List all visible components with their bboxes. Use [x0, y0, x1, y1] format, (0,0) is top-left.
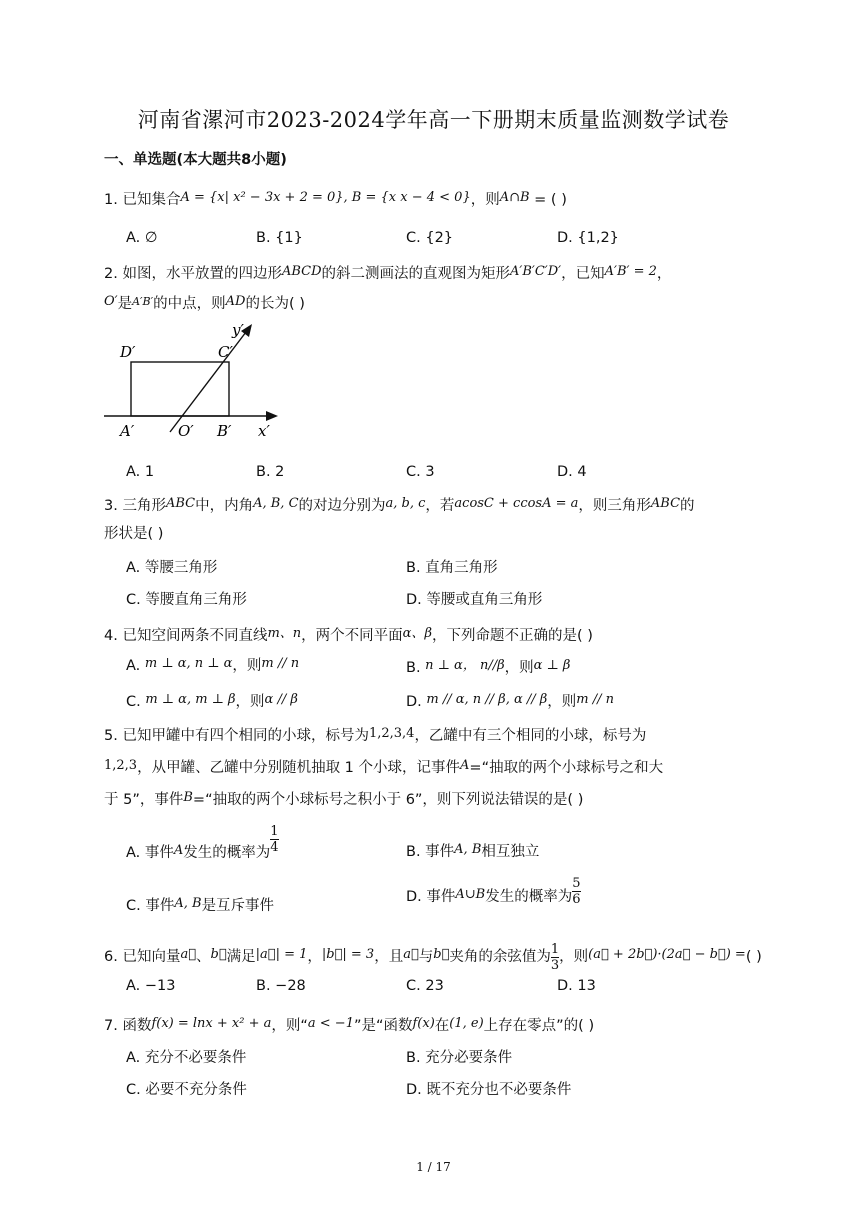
q6-option-b: B. −28: [256, 978, 306, 994]
label-b: B′: [217, 422, 232, 440]
question-2: 2. 如图，水平放置的四边形ABCD的斜二测画法的直观图为矩形A′B′C′D′，已知A′B′ = 2，: [104, 264, 672, 282]
q5-option-d: D. 事件A∪B发生的概率为 $\frac{5}{6}$: [406, 876, 581, 907]
q4-option-c: C. m ⊥ α, m ⊥ β，则α // β: [126, 692, 298, 710]
label-a: A′: [120, 422, 135, 440]
q6-option-d: D. 13: [557, 978, 596, 994]
label-x: x′: [258, 422, 270, 440]
y-axis: [170, 332, 246, 432]
q7-option-c: C. 必要不充分条件: [126, 1082, 247, 1098]
q5-option-b: B. 事件A, B相互独立: [406, 842, 540, 860]
q5-option-c: C. 事件A, B是互斥事件: [126, 896, 275, 914]
label-c: C′: [218, 343, 233, 361]
q5-option-a: A. 事件A发生的概率为 $\frac{1}{4}$: [126, 824, 279, 861]
label-y: y′: [232, 321, 244, 339]
x-axis-arrow: [266, 411, 278, 421]
q4-option-d: D. m // α, n // β, α // β，则m // n: [406, 692, 615, 710]
page-number: 1 / 17: [416, 1160, 451, 1174]
exam-page: 河南省漯河市2023-2024学年高一下册期末质量监测数学试卷 一、单选题(本大题共8小题) 1. 已知集合A = {x| x² − 3x + 2 = 0}, B = {x x − 4 < 0}，则A∩B = ( ) A. ∅ B. {1} C. {2} D. {1,2} 2. 如图，水平放置的四边形ABCD的斜二测画法的直观图为矩形A′B′C′D′，已知A′B′ = 2， O′是$^{A'B'}$的中点，则AD的长为( ) D′ C′ A′ O′ B′ x′ y′ A. 1 B. 2 C. 3 D. 4 3. 三角形ABC中，内角A, B, C的对边分别为a, b, c，若acosC + ccosA = a，则三角形ABC的 形状是( ) A. 等腰三角形 B. 直角三角形 C. 等腰直角三角形 D. 等腰或直角三角形 4. 已知空间两条不同直线m、n，两个不同平面α、β，下列命题不正确的是( ) A. m ⊥ α, n ⊥ α，则m // n B. n ⊥ α， n//β，则α ⊥ β C. m ⊥ α, m ⊥ β，则α // β D. m // α, n // β, α // β，则m // n 5. 已知甲罐中有四个相同的小球，标号为1,2,3,4，乙罐中有三个相同的小球，标号为 1,2,3，从甲罐、乙罐中分别随机抽取 1 个小球，记事件A=“抽取的两个小球标号之和大 于 5”，事件B=“抽取的两个小球标号之积小于 6”，则下列说法错误的是( ) A. 事件A发生的概率为 $\frac{1}{4}$ B. 事件A, B相互独立 C. 事件A, B是互斥事件 D. 事件A∪B发生的概率为 $\frac{5}{6}$ 6. 已知向量a⃗、b⃗满足|a⃗| = 1，|b⃗| = 3，且a⃗与b⃗夹角的余弦值为 $\frac{1}{3}$ ，则(a⃗ + 2b⃗)·(2a⃗ − b⃗) =( ) A. −13 B. −28 C. 23 D. 13 7. 函数f(x) = lnx + x² + a，则“a < −1”是“函数f(x)在(1, e)上存在零点”的( ) A. 充分不必要条件 B. 充分必要条件 C. 必要不充分条件 D. 既不充分也不必要条件 1 / 17: [0, 0, 867, 1227]
q2-option-b: B. 2: [256, 464, 285, 480]
q7-option-d: D. 既不充分也不必要条件: [406, 1082, 572, 1098]
q1-option-d: D. {1,2}: [557, 230, 619, 246]
q4-option-b: B. n ⊥ α， n//β，则α ⊥ β: [406, 658, 571, 676]
q4-option-a: A. m ⊥ α, n ⊥ α，则m // n: [126, 656, 300, 674]
q3-option-b: B. 直角三角形: [406, 560, 498, 576]
page-title: 河南省漯河市2023-2024学年高一下册期末质量监测数学试卷: [137, 108, 730, 132]
set-definition: A = {x| x² − 3x + 2 = 0}, B = {x x − 4 < 0}: [180, 190, 471, 205]
label-d: D′: [120, 343, 136, 361]
q1-option-b: B. {1}: [256, 230, 303, 246]
q7-option-b: B. 充分必要条件: [406, 1050, 513, 1066]
q3-option-a: A. 等腰三角形: [126, 560, 218, 576]
q3-option-c: C. 等腰直角三角形: [126, 592, 247, 608]
q2-option-d: D. 4: [557, 464, 587, 480]
section-heading: 一、单选题(本大题共8小题): [104, 152, 287, 168]
oblique-projection-figure: [100, 318, 290, 448]
question-7: 7. 函数f(x) = lnx + x² + a，则“a < −1”是“函数f(x)在(1, e)上存在零点”的( ): [104, 1016, 595, 1034]
q1-option-a: A. ∅: [126, 230, 158, 246]
question-4: 4. 已知空间两条不同直线m、n，两个不同平面α、β，下列命题不正确的是( ): [104, 626, 593, 644]
q2-option-c: C. 3: [406, 464, 435, 480]
rectangle-abcd: [131, 362, 229, 416]
q7-option-a: A. 充分不必要条件: [126, 1050, 247, 1066]
q6-option-a: A. −13: [126, 978, 176, 994]
label-o: O′: [178, 422, 194, 440]
q3-option-d: D. 等腰或直角三角形: [406, 592, 543, 608]
q1-option-c: C. {2}: [406, 230, 454, 246]
question-6: 6. 已知向量a⃗、b⃗满足|a⃗| = 1，|b⃗| = 3，且a⃗与b⃗夹角的余弦值为 $\frac{1}{3}$ ，则(a⃗ + 2b⃗)·(2a⃗ − b⃗) =( ): [104, 941, 762, 973]
q6-option-c: C. 23: [406, 978, 444, 994]
question-1: 1. 已知集合A = {x| x² − 3x + 2 = 0}, B = {x x − 4 < 0}，则A∩B = ( ): [104, 190, 567, 208]
q2-option-a: A. 1: [126, 464, 155, 480]
question-3: 3. 三角形ABC中，内角A, B, C的对边分别为a, b, c，若acosC + ccosA = a，则三角形ABC的: [104, 496, 695, 514]
question-5: 5. 已知甲罐中有四个相同的小球，标号为1,2,3,4，乙罐中有三个相同的小球，标号为: [104, 726, 647, 744]
